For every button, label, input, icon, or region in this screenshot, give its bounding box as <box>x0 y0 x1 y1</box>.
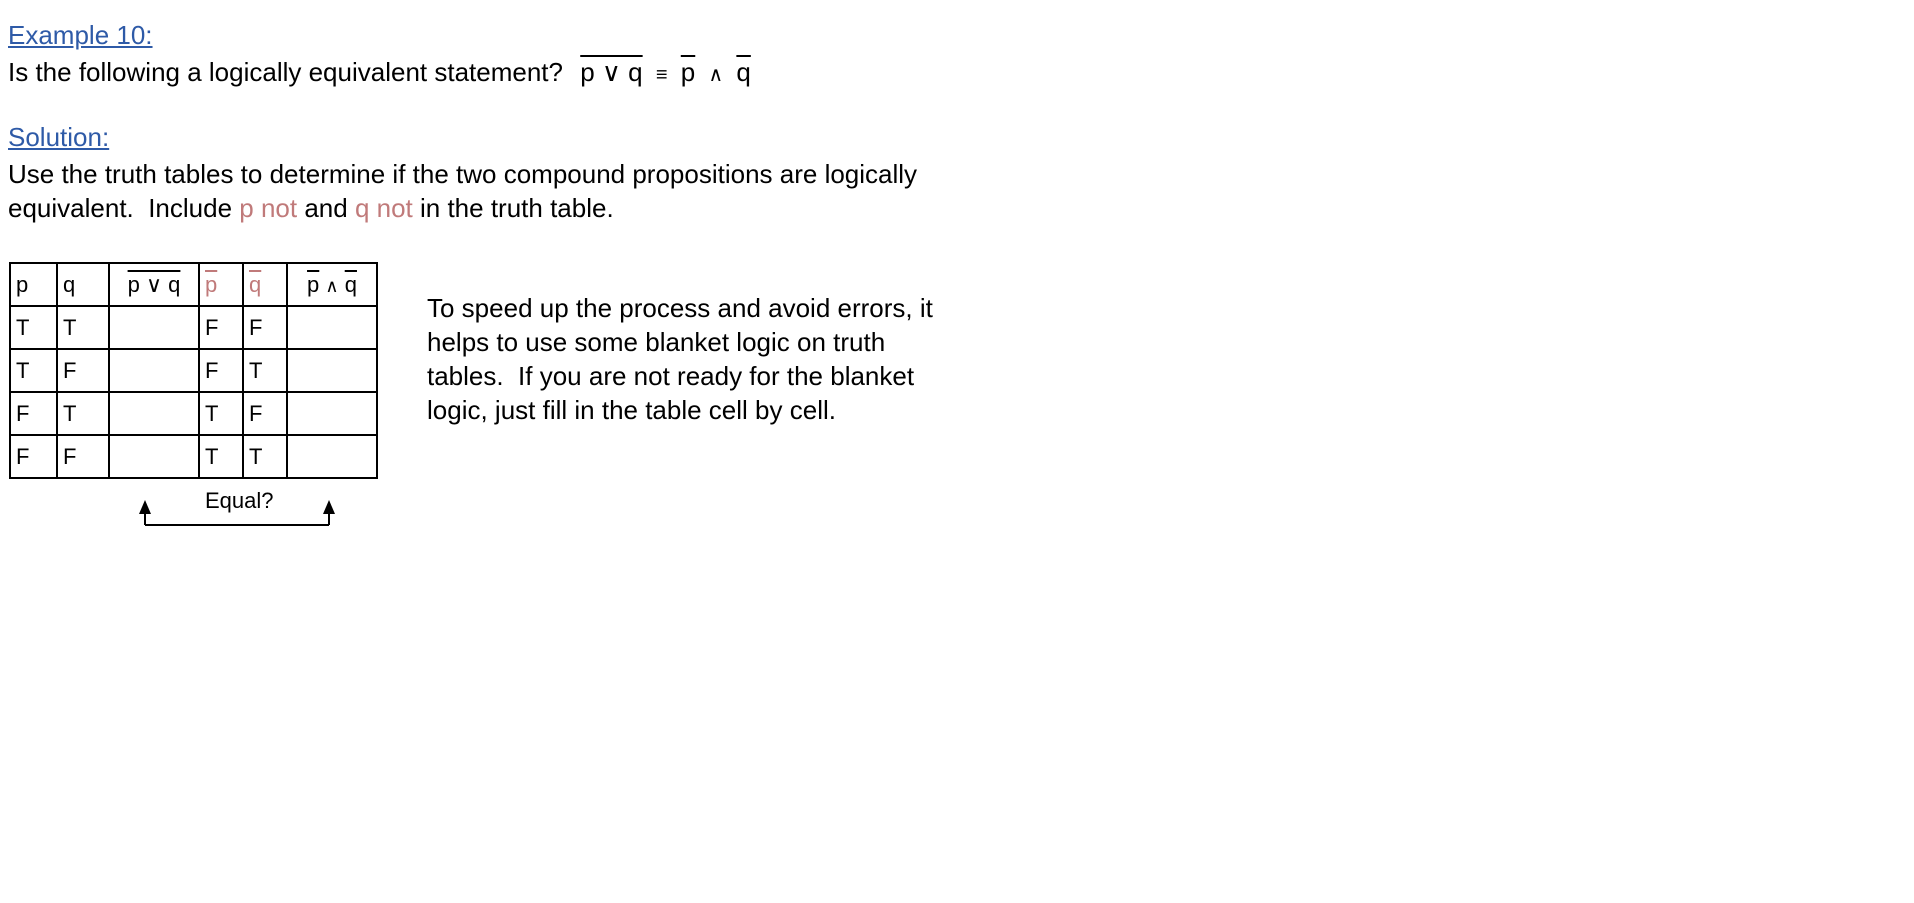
solution-heading: Solution: <box>8 122 110 152</box>
question-line <box>8 55 751 92</box>
table-cell <box>287 435 377 478</box>
table-cell <box>287 306 377 349</box>
table-header-row <box>10 263 377 306</box>
table-row <box>10 349 377 392</box>
equivalence-formula <box>580 57 751 87</box>
side-note-line: helps to use some blanket logic on truth <box>427 327 886 357</box>
formula-equiv: ≡ <box>655 64 668 86</box>
table-cell: F <box>199 349 243 392</box>
table-row <box>10 435 377 478</box>
table-cell: T <box>199 392 243 435</box>
side-note-line: logic, just fill in the table cell by cell. <box>427 395 836 425</box>
header-and-p: $\overline{p}$ <box>307 271 320 297</box>
formula-rhs-q: $\overline{q}$ <box>736 57 751 87</box>
example-heading: Example 10: <box>8 20 153 50</box>
solution-line-1: Use the truth tables to determine if the two compound propositions are logically <box>8 159 918 189</box>
side-note-line: To speed up the process and avoid errors, it <box>427 293 933 323</box>
question-text: Is the following a logically equivalent statement? <box>8 57 563 87</box>
solution-line-2 <box>8 191 614 225</box>
header-q-not <box>243 263 287 306</box>
truth-table <box>9 262 378 479</box>
formula-lhs: p ∨ q <box>580 57 643 87</box>
q-not-text: q not <box>354 193 413 223</box>
table-cell: T <box>243 349 287 392</box>
table-cell: T <box>199 435 243 478</box>
p-not-text: p not <box>239 193 298 223</box>
header-p-not <box>199 263 243 306</box>
table-cell <box>109 349 199 392</box>
header-q: q <box>57 263 109 306</box>
equal-label: Equal? <box>205 488 274 513</box>
table-cell <box>109 435 199 478</box>
table-cell: T <box>10 306 57 349</box>
table-cell: F <box>243 306 287 349</box>
side-note <box>427 291 933 427</box>
header-p-or-q <box>109 263 199 306</box>
table-cell: T <box>10 349 57 392</box>
table-cell <box>287 392 377 435</box>
table-cell: F <box>199 306 243 349</box>
table-cell: F <box>243 392 287 435</box>
table-cell <box>109 392 199 435</box>
formula-rhs-and: ∧ <box>708 64 724 86</box>
solution-line-2-b: and <box>297 193 355 223</box>
table-row <box>10 306 377 349</box>
solution-line-2-c: in the truth table. <box>412 193 614 223</box>
header-and-op: ∧ <box>325 275 339 296</box>
table-cell: T <box>57 306 109 349</box>
header-q-not-text: $\overline{q}$ <box>249 271 262 297</box>
table-cell: F <box>10 435 57 478</box>
header-pnot-and-qnot <box>287 263 377 306</box>
formula-rhs-p: $\overline{p}$ <box>680 57 696 87</box>
table-row <box>10 392 377 435</box>
table-cell <box>287 349 377 392</box>
table-cell: T <box>243 435 287 478</box>
header-p-not-text: $\overline{p}$ <box>205 271 218 297</box>
table-cell: F <box>10 392 57 435</box>
side-note-line: tables. If you are not ready for the blanket <box>427 361 915 391</box>
table-cell: F <box>57 349 109 392</box>
table-cell <box>109 306 199 349</box>
table-cell: T <box>57 392 109 435</box>
comparison-bracket-icon <box>130 498 350 530</box>
table-cell: F <box>57 435 109 478</box>
header-and-q: $\overline{q}$ <box>344 271 357 297</box>
header-p: p <box>10 263 57 306</box>
solution-line-2-a: equivalent. Include <box>8 193 240 223</box>
header-p-or-q-text: p ∨ q <box>127 271 181 297</box>
